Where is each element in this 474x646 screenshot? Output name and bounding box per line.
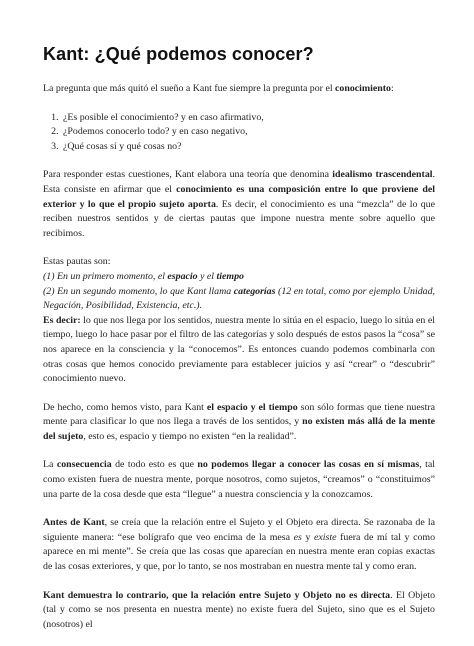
text-span: . Es decir, el conocimiento es una “mezcla” de lo que reciben nuestros sentidos y de ciertas pautas que impone nuestra mente sobre aquello que recibimos. (43, 198, 435, 239)
list-item: 3. ¿Qué cosas sí y qué cosas no? (61, 140, 435, 155)
intro-paragraph (43, 82, 435, 97)
kant-demuestra-paragraph (43, 589, 435, 633)
bold-term: espacio (167, 270, 198, 282)
antes-de-kant-paragraph (43, 516, 435, 574)
bold-label: Es decir: (43, 314, 81, 326)
text-span: Para responder estas cuestiones, Kant elabora una teoría que denomina (43, 169, 333, 181)
consecuencia-paragraph (43, 458, 435, 502)
bold-term: consecuencia (56, 459, 112, 471)
page-title: Kant: ¿Qué podemos conocer? (43, 44, 314, 64)
bold-term: el espacio y el tiempo (206, 401, 298, 413)
bold-term: tiempo (216, 270, 244, 282)
pautas-item-2 (43, 285, 435, 314)
questions-list (43, 111, 435, 155)
bold-term: conocimiento es una composición entre lo que proviene del exterior y lo que el propio sujeto aporta (43, 183, 435, 210)
espacio-tiempo-paragraph (43, 401, 435, 445)
bold-term: Antes de Kant (43, 517, 105, 529)
list-item: 1. ¿Es posible el conocimiento? y en caso afirmativo, (61, 111, 435, 126)
text-span: fuera de mí tal y como aparece en mi mente”. Se creía que las cosas que aparecían en nuestra mente eran copias exactas de las cosas exteriores, y que, por lo tanto, se nos mostraban en nuestra mente tal y como eran. (43, 531, 436, 573)
es-decir-paragraph (43, 314, 435, 387)
text-span: lo que nos llega por los sentidos, nuestra mente lo sitúa en el espacio, luego lo sitúa en el tiempo, luego lo hace pasar por el filtro de las categorías y solo después de estos pasos la “cosa” se nos aparece en la consciencia y la “conocemos”. Es entonces cuando podemos combinarla con otras cosas que hemos conocido previamente para establecer juicios y así “crear” o “descubrir” conocimiento nuevo. (43, 314, 435, 385)
text-span: , esto es, espacio y tiempo no existen “en la realidad”. (83, 430, 297, 442)
text-span: La (43, 459, 57, 471)
bold-term: idealismo trascendental (332, 169, 433, 181)
text-span: de todo esto es que (111, 459, 198, 471)
text-span: De hecho, como hemos visto, para Kant (43, 401, 207, 413)
text-span: La pregunta que más quitó el sueño a Kant fue siempre la pregunta por el (43, 83, 336, 94)
text-span: (1) En un primero momento, el (43, 270, 168, 282)
bold-term: Kant demuestra lo contrario, que la relación entre Sujeto y Objeto no es directa (43, 589, 391, 601)
text-span: . El Objeto (tal y como se nos presenta en nuestra mente) no existe fuera del Sujeto, sino que es el Sujeto (nosotros) el (43, 589, 436, 630)
bold-term-conocimiento: conocimiento (335, 83, 391, 94)
text-span: y (301, 531, 315, 543)
bold-term: categorías (233, 285, 276, 297)
pautas-item-1 (43, 270, 435, 285)
text-span: : (391, 83, 394, 94)
bold-term: no podemos llegar a conocer las cosas en sí mismas (197, 459, 420, 471)
list-item: 2. ¿Podemos conocerlo todo? y en caso negativo, (61, 125, 435, 140)
text-span: son sólo formas que tiene nuestra mente para clasificar lo que nos llega a través de los sentidos, y (43, 401, 435, 428)
text-span: (12 en total, como por ejemplo Unidad, Negación, Posibilidad, Existencia, etc.). (43, 285, 435, 312)
document-body (43, 82, 435, 646)
italic-term: es (293, 531, 302, 543)
text-span: , se creía que la relación entre el Sujeto y el Objeto era directa. Se razonaba de la siguiente manera: “ese bolígrafo que veo encima de la mesa (43, 517, 435, 543)
text-span: (2) En un segundo momento, lo que Kant llama (43, 285, 234, 297)
text-span: , tal como existen fuera de nuestra mente, porque nosotros, como sujetos, “creamos” o “constituimos” una parte de la cosa desde que esta “llegue” a nuestra consciencia y la conozcamos. (43, 459, 435, 500)
bold-term: no existen más allá de la mente del sujeto (43, 416, 435, 442)
pautas-heading: Estas pautas son: (43, 256, 111, 268)
italic-term: existe (314, 531, 337, 543)
text-span: . Esta consiste en afirmar que el (43, 169, 435, 195)
idealismo-paragraph (43, 168, 435, 241)
text-span: y el (197, 270, 217, 282)
